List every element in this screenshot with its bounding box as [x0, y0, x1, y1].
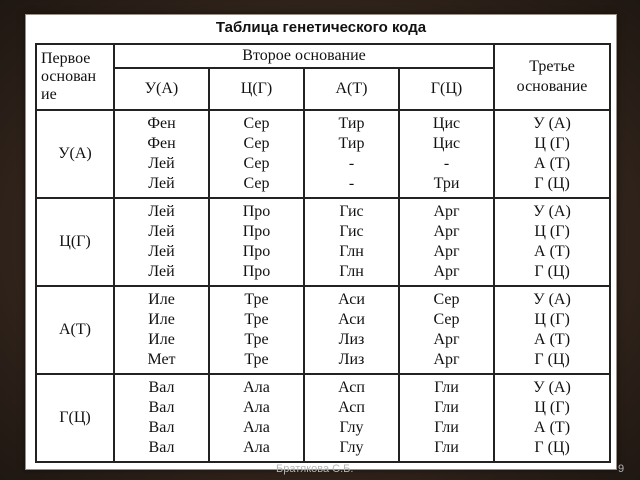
amino-acid: Цис: [432, 115, 461, 132]
amino-acid: Ала: [243, 439, 270, 456]
amino-acid: Сер: [433, 291, 460, 308]
slide: [25, 14, 625, 475]
third-base-label: Ц (Г): [534, 399, 570, 416]
amino-acid: Лей: [148, 203, 175, 220]
second-base-label: У(А): [114, 68, 209, 110]
amino-acid: -: [348, 175, 355, 192]
third-base-label: Г (Ц): [534, 263, 570, 280]
amino-acid: Лей: [148, 155, 175, 172]
amino-acid-cell: [209, 286, 304, 374]
amino-acid: Гли: [434, 379, 459, 396]
first-base-label: Ц(Г): [59, 233, 91, 250]
amino-acid: Иле: [148, 331, 175, 348]
amino-acid-cell: [304, 286, 399, 374]
amino-acid: Про: [242, 263, 271, 280]
amino-acid-cell: [209, 374, 304, 462]
first-base-cell: [36, 374, 114, 462]
amino-acid: Сер: [433, 311, 460, 328]
amino-acid: Лей: [148, 223, 175, 240]
third-base-label: У (А): [533, 203, 571, 220]
amino-acid: Три: [433, 175, 460, 192]
third-base-label: Г (Ц): [534, 439, 570, 456]
amino-acid: Асп: [338, 399, 365, 416]
amino-acid-cell: [114, 198, 209, 286]
amino-acid: Сер: [243, 135, 270, 152]
amino-acid: Лей: [148, 175, 175, 192]
second-base-label: Ц(Г): [209, 68, 304, 110]
amino-acid: Фен: [147, 135, 176, 152]
amino-acid: Гис: [339, 223, 364, 240]
second-base-label: Г(Ц): [399, 68, 494, 110]
third-base-label: А (Т): [534, 419, 571, 436]
first-base-cell: [36, 110, 114, 198]
amino-acid-cell: [209, 110, 304, 198]
amino-acid-cell: [114, 286, 209, 374]
amino-acid: Мет: [147, 351, 176, 368]
amino-acid: Тре: [244, 351, 269, 368]
amino-acid: Глн: [339, 243, 364, 260]
third-base-label: У (А): [533, 291, 571, 308]
third-base-label: Ц (Г): [534, 135, 570, 152]
amino-acid: Цис: [432, 135, 461, 152]
amino-acid: Глн: [339, 263, 364, 280]
amino-acid: Вал: [148, 439, 175, 456]
amino-acid: Ала: [243, 399, 270, 416]
amino-acid-cell: [114, 110, 209, 198]
amino-acid-cell: [399, 374, 494, 462]
third-base-cell: [494, 198, 610, 286]
amino-acid: Сер: [243, 155, 270, 172]
third-base-cell: [494, 286, 610, 374]
amino-acid: Сер: [243, 115, 270, 132]
first-base-header-line: основан: [41, 68, 97, 85]
amino-acid: Лиз: [338, 331, 365, 348]
amino-acid: Тре: [244, 331, 269, 348]
third-base-header-line: Третье: [529, 58, 575, 75]
third-base-header-line: основание: [516, 78, 588, 95]
third-base-label: Ц (Г): [534, 311, 570, 328]
first-base-header-line: ие: [41, 86, 57, 103]
amino-acid: Сер: [243, 175, 270, 192]
amino-acid-cell: [114, 374, 209, 462]
amino-acid: Ала: [243, 419, 270, 436]
amino-acid: Лиз: [338, 351, 365, 368]
amino-acid: Глу: [339, 439, 364, 456]
amino-acid: Арг: [433, 263, 460, 280]
amino-acid: Арг: [433, 351, 460, 368]
amino-acid: Арг: [433, 223, 460, 240]
amino-acid: Аси: [338, 311, 365, 328]
first-base-label: А(Т): [59, 321, 91, 338]
amino-acid: Арг: [433, 243, 460, 260]
amino-acid: Асп: [338, 379, 365, 396]
amino-acid: Вал: [148, 399, 175, 416]
third-base-header: [494, 44, 610, 110]
third-base-label: Г (Ц): [534, 175, 570, 192]
amino-acid: Тир: [338, 115, 365, 132]
amino-acid: Лей: [148, 243, 175, 260]
amino-acid: -: [348, 155, 355, 172]
amino-acid: Аси: [338, 291, 365, 308]
first-base-cell: [36, 198, 114, 286]
first-base-cell: [36, 286, 114, 374]
third-base-label: Ц (Г): [534, 223, 570, 240]
amino-acid: Про: [242, 243, 271, 260]
amino-acid: Ала: [243, 379, 270, 396]
table-row: [36, 198, 610, 286]
amino-acid: Про: [242, 223, 271, 240]
amino-acid: Арг: [433, 331, 460, 348]
amino-acid: -: [443, 155, 450, 172]
amino-acid: Про: [242, 203, 271, 220]
third-base-cell: [494, 374, 610, 462]
third-base-label: А (Т): [534, 243, 571, 260]
table-row: [36, 286, 610, 374]
amino-acid: Иле: [148, 291, 175, 308]
amino-acid-cell: [304, 374, 399, 462]
first-base-header: [36, 44, 114, 110]
amino-acid: Гли: [434, 399, 459, 416]
amino-acid-cell: [399, 286, 494, 374]
amino-acid: Фен: [147, 115, 176, 132]
amino-acid: Гис: [339, 203, 364, 220]
amino-acid: Тир: [338, 135, 365, 152]
table-row: [36, 110, 610, 198]
third-base-label: А (Т): [534, 155, 571, 172]
amino-acid: Гли: [434, 419, 459, 436]
footer-author: Братякова С.Б.: [276, 463, 354, 475]
third-base-label: Г (Ц): [534, 351, 570, 368]
amino-acid: Вал: [148, 379, 175, 396]
first-base-label: Г(Ц): [59, 409, 91, 426]
third-base-label: У (А): [533, 115, 571, 132]
third-base-label: У (А): [533, 379, 571, 396]
third-base-cell: [494, 110, 610, 198]
amino-acid-cell: [399, 198, 494, 286]
amino-acid: Тре: [244, 311, 269, 328]
amino-acid: Арг: [433, 203, 460, 220]
amino-acid-cell: [304, 198, 399, 286]
amino-acid: Иле: [148, 311, 175, 328]
genetic-code-table: [35, 43, 611, 463]
amino-acid: Лей: [148, 263, 175, 280]
page-number: 9: [618, 463, 625, 475]
first-base-label: У(А): [58, 145, 92, 162]
amino-acid: Тре: [244, 291, 269, 308]
second-base-header: Второе основание: [114, 44, 494, 68]
amino-acid-cell: [304, 110, 399, 198]
second-base-label: А(Т): [304, 68, 399, 110]
amino-acid-cell: [399, 110, 494, 198]
table-row: [36, 374, 610, 462]
amino-acid: Глу: [339, 419, 364, 436]
table-title: Таблица генетического кода: [215, 19, 427, 36]
amino-acid: Гли: [434, 439, 459, 456]
amino-acid: Вал: [148, 419, 175, 436]
third-base-label: А (Т): [534, 331, 571, 348]
amino-acid-cell: [209, 198, 304, 286]
first-base-header-line: Первое: [41, 50, 91, 67]
